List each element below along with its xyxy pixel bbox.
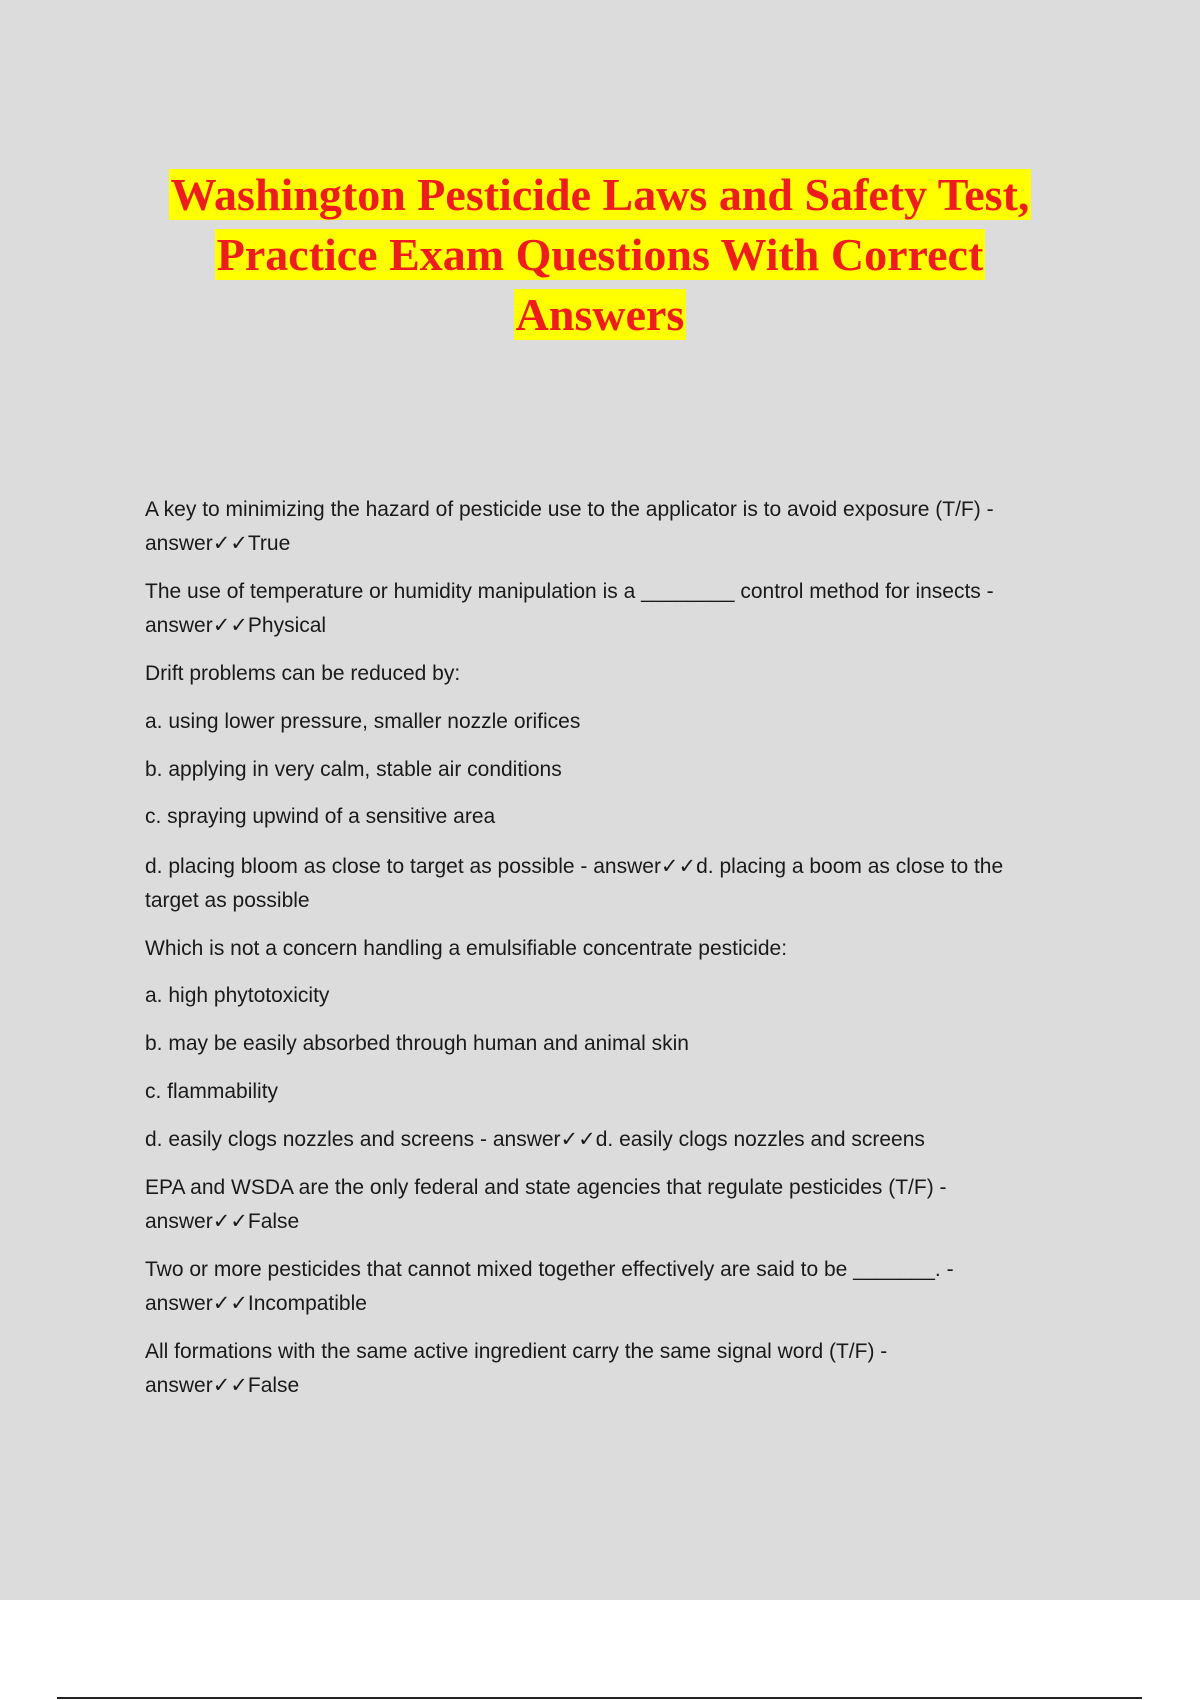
question-item: A key to minimizing the hazard of pesticide use to the applicator is to avoid exposure (T/F) - answer✓✓True [145,498,994,555]
question-item: EPA and WSDA are the only federal and state agencies that regulate pesticides (T/F) - answer✓✓False [145,1176,947,1233]
answer-text: target as possible [145,889,310,912]
answer-text: answer✓✓Physical [145,614,327,637]
answer-text: answer✓✓Incompatible [145,1292,367,1315]
question-item: The use of temperature or humidity manipulation is a ________ control method for insects - answer✓✓Physical [145,580,994,637]
answer-text: answer✓✓False [145,1210,300,1233]
option-item: a. high phytotoxicity [145,984,330,1007]
document-title [0,165,1200,345]
question-item: Drift problems can be reduced by: [145,662,461,685]
option-item: a. using lower pressure, smaller nozzle orifices [145,710,581,733]
option-item: c. spraying upwind of a sensitive area [145,805,496,828]
footer-divider [57,1697,1142,1699]
question-list [145,493,1065,1403]
title-line: Washington Pesticide Laws and Safety Test, [170,169,1030,220]
title-line: Practice Exam Questions With Correct [216,229,984,280]
option-item: d. easily clogs nozzles and screens - answer✓✓d. easily clogs nozzles and screens [145,1128,925,1151]
question-item: All formations with the same active ingredient carry the same signal word (T/F) - answer✓✓False [145,1340,888,1397]
answer-text: answer✓✓True [145,532,291,555]
answer-text: answer✓✓False [145,1374,300,1397]
question-item: Two or more pesticides that cannot mixed together effectively are said to be _______. - answer✓✓Incompatible [145,1258,954,1315]
option-item: d. placing bloom as close to target as possible - answer✓✓d. placing a boom as close to the target as possible [145,855,1004,912]
option-item: c. flammability [145,1080,279,1103]
option-item: b. applying in very calm, stable air conditions [145,758,562,781]
title-line: Answers [515,289,685,340]
question-item: Which is not a concern handling a emulsifiable concentrate pesticide: [145,937,788,960]
option-item: b. may be easily absorbed through human and animal skin [145,1032,689,1055]
